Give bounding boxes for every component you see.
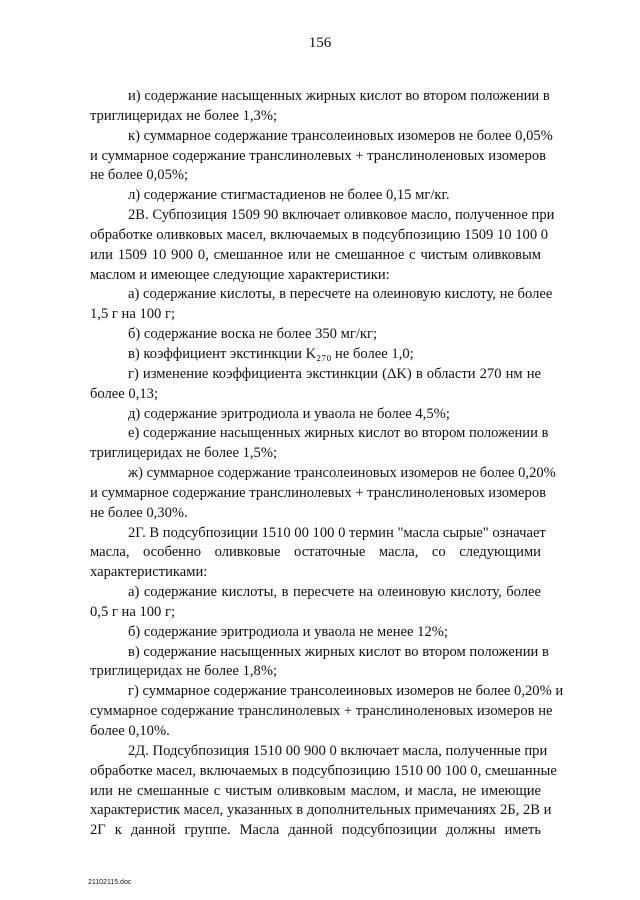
- paragraph: [90, 524, 546, 584]
- text-line: характеристик масел, указанных в дополнительных примечаниях 2Б, 2В и: [90, 802, 552, 819]
- text-line: к) суммарное содержание трансолеиновых изомеров не более 0,05%: [128, 127, 553, 144]
- text-line: в) коэффициент экстинкции K₂₇₀ не более 1,0;: [128, 345, 414, 362]
- paragraph: [90, 464, 556, 524]
- paragraph: [90, 365, 541, 405]
- text-line: 2В. Субпозиция 1509 90 включает оливковое масло, полученное при: [128, 207, 555, 224]
- text-line: в) содержание насыщенных жирных кислот во втором положении в: [128, 643, 549, 660]
- text-line: ж) суммарное содержание трансолеиновых изомеров не более 0,20%: [128, 465, 556, 482]
- text-line: 2Г. В подсубпозиции 1510 00 100 0 термин "масла сырые" означает: [128, 524, 546, 541]
- footer-filename: 21102115.doc: [88, 879, 132, 886]
- paragraph: [90, 405, 541, 425]
- page-number: 156: [308, 35, 332, 51]
- text-line: или 1509 10 900 0, смешанное или не смешанное с чистым оливковым: [90, 246, 541, 263]
- text-line: а) содержание кислоты, в пересчете на олеиновую кислоту, не более: [128, 286, 553, 303]
- text-line: обработке оливковых масел, включаемых в подсубпозицию 1509 10 100 0: [90, 226, 549, 243]
- text-line: л) содержание стигмастадиенов не более 0,15 мг/кг.: [128, 187, 450, 204]
- text-line: не более 0,05%;: [90, 167, 189, 184]
- paragraph: [90, 682, 564, 742]
- text-line: триглицеридах не более 1,5%;: [90, 445, 278, 462]
- text-line: более 0,13;: [90, 385, 159, 402]
- text-line: 0,5 г на 100 г;: [90, 603, 176, 620]
- text-line: суммарное содержание транслинолевых + транслиноленовых изомеров не: [90, 703, 553, 720]
- text-line: характеристиками:: [90, 564, 208, 581]
- text-line: и) содержание насыщенных жирных кислот во втором положении в: [128, 88, 550, 104]
- paragraph: [90, 285, 553, 325]
- text-line: и суммарное содержание транслинолевых + транслиноленовых изомеров: [90, 484, 547, 501]
- paragraph: [90, 186, 541, 206]
- paragraph: [90, 742, 557, 841]
- text-line: а) содержание кислоты, в пересчете на олеиновую кислоту, более: [128, 584, 541, 601]
- paragraph: [90, 345, 541, 365]
- text-line: триглицеридах не более 1,3%;: [90, 107, 278, 124]
- paragraph: [90, 127, 553, 187]
- paragraph: [90, 206, 555, 285]
- paragraph: [90, 325, 541, 345]
- text-line: обработке масел, включаемых в подсубпозицию 1510 00 100 0, смешанные: [90, 762, 557, 779]
- text-line: б) содержание воска не более 350 мг/кг;: [128, 326, 378, 343]
- text-line: г) суммарное содержание трансолеиновых изомеров не более 0,20% и: [128, 683, 564, 700]
- paragraph: [90, 623, 541, 643]
- text-line: или не смешанные с чистым оливковым маслом, и масла, не имеющие: [90, 782, 541, 799]
- text-line: масла, особенно оливковые остаточные масла, со следующими: [90, 544, 541, 561]
- paragraph: [90, 643, 549, 683]
- text-line: 2Г к данной группе. Масла данной подсубпозиции должны иметь: [90, 822, 541, 839]
- text-line: триглицеридах не более 1,8%;: [90, 663, 278, 680]
- text-line: и суммарное содержание транслинолевых + транслиноленовых изомеров: [90, 147, 547, 164]
- text-line: более 0,10%.: [90, 723, 170, 739]
- document-body: [90, 87, 564, 841]
- text-line: е) содержание насыщенных жирных кислот во втором положении в: [128, 425, 549, 442]
- paragraph: [90, 87, 550, 127]
- text-line: 1,5 г на 100 г;: [90, 306, 176, 323]
- text-line: г) изменение коэффициента экстинкции (ΔK) в области 270 нм не: [128, 365, 541, 382]
- text-line: 2Д. Подсубпозиция 1510 00 900 0 включает масла, полученные при: [128, 742, 548, 759]
- text-line: не более 0,30%.: [90, 504, 188, 521]
- text-line: б) содержание эритродиола и уваола не менее 12%;: [128, 623, 448, 640]
- paragraph: [90, 583, 541, 623]
- paragraph: [90, 424, 549, 464]
- text-line: маслом и имеющее следующие характеристики:: [90, 266, 390, 283]
- text-line: д) содержание эритродиола и уваола не более 4,5%;: [128, 405, 450, 422]
